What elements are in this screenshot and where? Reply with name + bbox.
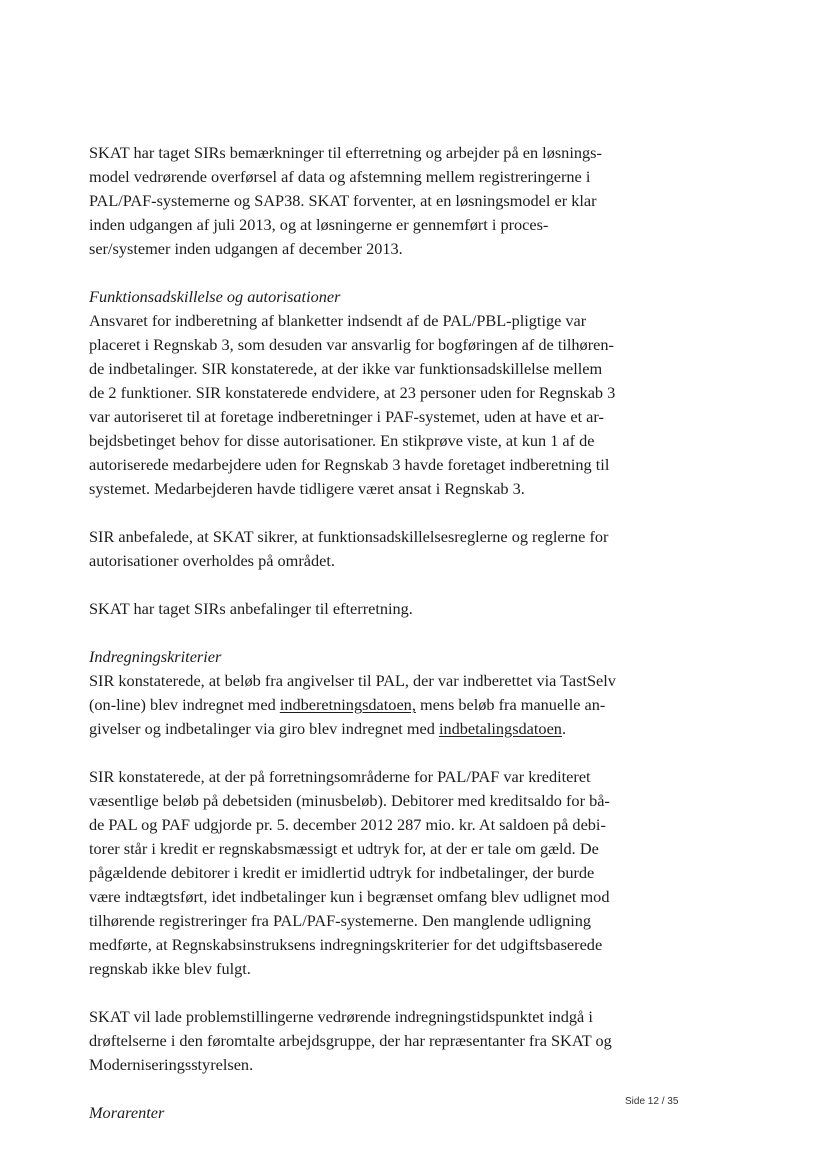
text-line: SIR konstaterede, at beløb fra angivelser til PAL, der var indberettet via TastSelv: [89, 671, 616, 690]
paragraph-working-group: [89, 1005, 729, 1077]
text-line: de PAL og PAF udgjorde pr. 5. december 2012 287 mio. kr. At saldoen på debi-: [89, 815, 606, 834]
text-line: tilhørende registreringer fra PAL/PAF-systemerne. Den manglende udligning: [89, 911, 592, 930]
text-line: pågældende debitorer i kredit er imidlertid udtryk for indbetalinger, der burde: [89, 863, 595, 882]
paragraph-recognition-dates: [89, 669, 729, 741]
text-line: torer står i kredit er regnskabsmæssigt et udtryk for, at der er tale om gæld. De: [89, 839, 599, 858]
text-line: SKAT vil lade problemstillingerne vedrørende indregningstidspunktet indgå i: [89, 1007, 593, 1026]
text-line: bejdsbetinget behov for disse autorisationer. En stikprøve viste, at kun 1 af de: [89, 431, 595, 450]
text-line: [89, 717, 729, 741]
text-line: være indtægtsført, idet indbetalinger kun i begrænset omfang blev udlignet mod: [89, 887, 610, 906]
paragraph-credit-balances: [89, 765, 729, 981]
text-segment: givelser og indbetalinger via giro blev indregnet med: [89, 719, 439, 738]
text-line: Moderniseringsstyrelsen.: [89, 1055, 254, 1074]
text-line: SIR konstaterede, at der på forretningsområderne for PAL/PAF var krediteret: [89, 767, 591, 786]
text-line: medførte, at Regnskabsinstruksens indregningskriterier for det udgiftsbaserede: [89, 935, 603, 954]
text-line: autorisationer overholdes på området.: [89, 551, 335, 570]
section-heading-morarenter: Morarenter: [89, 1103, 165, 1122]
underlined-term: indberetningsdatoen,: [279, 695, 416, 714]
text-line: drøftelserne i den føromtalte arbejdsgruppe, der har repræsentanter fra SKAT og: [89, 1031, 612, 1050]
text-line: ser/systemer inden udgangen af december 2013.: [89, 239, 403, 258]
paragraph-segregation-of-duties: [89, 309, 729, 501]
text-line: Ansvaret for indberetning af blanketter indsendt af de PAL/PBL-pligtige var: [89, 311, 587, 330]
text-segment: (on-line) blev indregnet med: [89, 695, 280, 714]
paragraph-solution-model: [89, 141, 729, 261]
underlined-term: indbetalingsdatoen: [438, 719, 562, 738]
text-line: SKAT har taget SIRs anbefalinger til efterretning.: [89, 599, 413, 618]
text-line: de 2 funktioner. SIR konstaterede endvidere, at 23 personer uden for Regnskab 3: [89, 383, 616, 402]
page-number: Side 12 / 35: [625, 1096, 679, 1107]
section-heading-funktionsadskillelse: Funktionsadskillelse og autorisationer: [89, 287, 341, 306]
text-line: placeret i Regnskab 3, som desuden var ansvarlig for bogføringen af de tilhøren-: [89, 335, 614, 354]
text-line: regnskab ikke blev fulgt.: [89, 959, 251, 978]
text-line: PAL/PAF-systemerne og SAP38. SKAT forventer, at en løsningsmodel er klar: [89, 191, 597, 210]
text-segment: .: [561, 719, 567, 738]
section-heading-indregningskriterier: Indregningskriterier: [89, 647, 222, 666]
text-line: SKAT har taget SIRs bemærkninger til efterretning og arbejder på en løsnings-: [89, 143, 602, 162]
text-line: de indbetalinger. SIR konstaterede, at der ikke var funktionsadskillelse mellem: [89, 359, 603, 378]
text-line: inden udgangen af juli 2013, og at løsningerne er gennemført i proces-: [89, 215, 549, 234]
text-line: systemet. Medarbejderen havde tidligere været ansat i Regnskab 3.: [89, 479, 525, 498]
text-line: [89, 693, 729, 717]
text-line: model vedrørende overførsel af data og afstemning mellem registreringerne i: [89, 167, 591, 186]
text-line: autoriserede medarbejdere uden for Regnskab 3 havde foretaget indberetning til: [89, 455, 610, 474]
text-line: væsentlige beløb på debetsiden (minusbeløb). Debitorer med kreditsaldo for bå-: [89, 791, 610, 810]
text-segment: mens beløb fra manuelle an-: [415, 695, 606, 714]
paragraph-sir-recommendation: [89, 525, 729, 573]
text-line: var autoriseret til at foretage indberetninger i PAF-systemet, uden at have et ar-: [89, 407, 604, 426]
paragraph-skat-response: [89, 597, 729, 621]
document-body: [89, 141, 729, 1125]
text-line: SIR anbefalede, at SKAT sikrer, at funktionsadskillelsesreglerne og reglerne for: [89, 527, 609, 546]
